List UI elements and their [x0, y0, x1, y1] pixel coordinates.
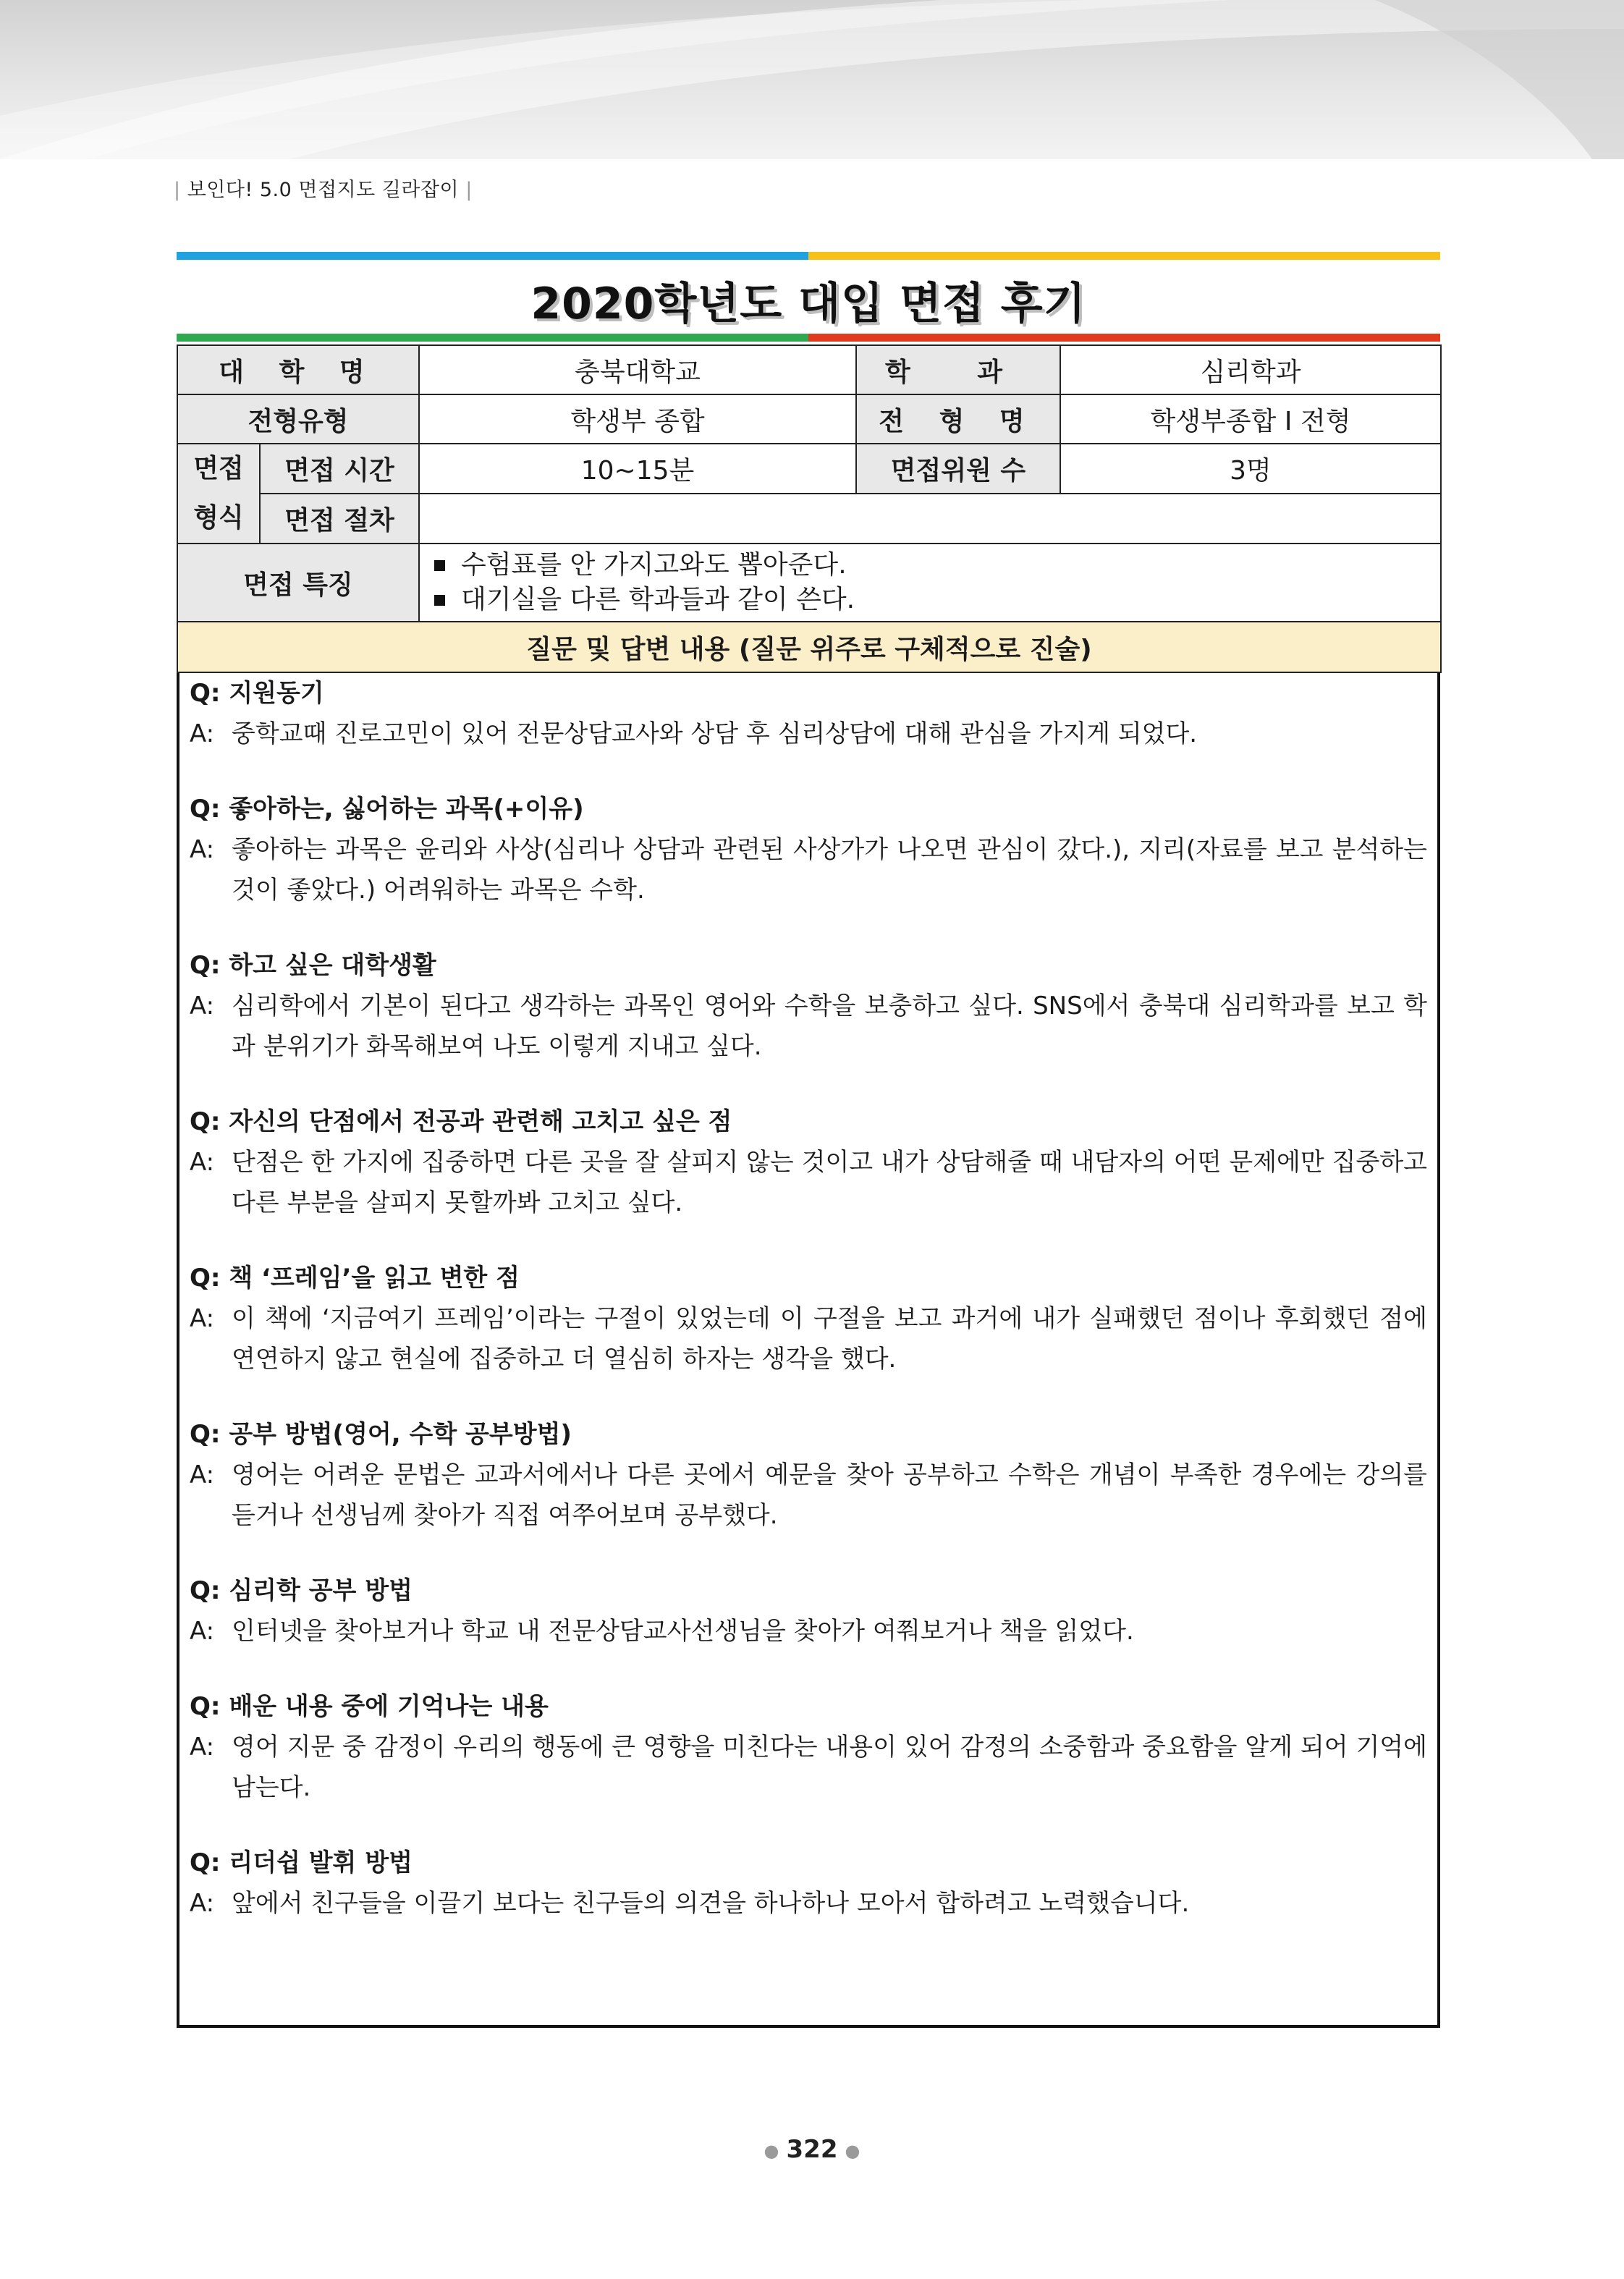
dot-icon: ● — [764, 2140, 779, 2161]
answer — [190, 1611, 1427, 1652]
table-row — [177, 544, 1441, 622]
qa-item — [190, 1843, 1427, 1924]
department-value: 심리학과 — [1060, 345, 1441, 394]
duration-label: 면접 시간 — [260, 444, 419, 494]
feature-item — [430, 583, 1430, 617]
answer-text: 이 책에 ‘지금여기 프레임’이라는 구절이 있었는데 이 구절을 보고 과거에 내가 실패했던 점이나 후회했던 점에 연연하지 않고 현실에 집중하고 더 열심히 하자는 생각을 했다. — [232, 1304, 1427, 1374]
answer-text: 영어는 어려운 문법은 교과서에서나 다른 곳에서 예문을 찾아 공부하고 수학은 개념이 부족한 경우에는 강의를 듣거나 선생님께 찾아가 직접 여쭈어보며 공부했다. — [232, 1460, 1427, 1530]
answer-prefix: A: — [190, 991, 215, 1020]
question: Q: 좋아하는, 싫어하는 과목(+이유) — [190, 795, 584, 824]
answer — [190, 1883, 1427, 1924]
admission-type-label: 전형유형 — [177, 394, 419, 444]
decorative-swoosh — [0, 0, 1624, 159]
page-number — [0, 2135, 1624, 2164]
qa-item — [190, 1570, 1427, 1652]
format-label — [177, 444, 260, 544]
question: Q: 리더쉽 발휘 방법 — [190, 1848, 413, 1877]
answer-prefix: A: — [190, 1889, 215, 1918]
bullet-square-icon — [434, 560, 445, 571]
answer — [190, 1455, 1427, 1536]
answer-prefix: A: — [190, 1733, 215, 1762]
table-row — [177, 622, 1441, 672]
interviewers-label: 면접위원 수 — [856, 444, 1060, 494]
qa-item — [190, 673, 1427, 754]
separator-bar: | — [459, 179, 473, 201]
title-strip-red — [808, 334, 1440, 342]
qa-list — [190, 673, 1427, 1958]
interviewers-value: 3명 — [1060, 444, 1441, 494]
admission-name-label: 전 형 명 — [856, 394, 1060, 444]
question: Q: 공부 방법(영어, 수학 공부방법) — [190, 1420, 572, 1449]
answer-prefix: A: — [190, 1148, 215, 1177]
series-label — [174, 174, 473, 202]
answer-prefix: A: — [190, 1304, 215, 1333]
question: Q: 하고 싶은 대학생활 — [190, 951, 436, 980]
separator-bar: | — [174, 179, 187, 201]
interview-info-table — [177, 344, 1442, 673]
question: Q: 자신의 단점에서 전공과 관련해 고치고 싶은 점 — [190, 1107, 732, 1136]
admission-name-value: 학생부종합 Ⅰ 전형 — [1060, 394, 1441, 444]
bullet-square-icon — [434, 595, 445, 606]
features-label: 면접 특징 — [177, 544, 419, 622]
answer-prefix: A: — [190, 719, 215, 748]
dot-icon: ● — [845, 2140, 860, 2161]
answer — [190, 1727, 1427, 1808]
table-row — [177, 394, 1441, 444]
features-list — [419, 544, 1441, 622]
procedure-label: 면접 절차 — [260, 494, 419, 544]
question: Q: 지원동기 — [190, 679, 324, 708]
admission-type-value: 학생부 종합 — [419, 394, 856, 444]
question: Q: 책 ‘프레임’을 읽고 변한 점 — [190, 1264, 520, 1293]
department-label: 학 과 — [856, 345, 1060, 394]
procedure-value — [419, 494, 1441, 544]
format-label-line-2: 형식 — [193, 503, 244, 533]
answer-text: 앞에서 친구들을 이끌기 보다는 친구들의 의견을 하나하나 모아서 합하려고 노력했습니다. — [232, 1889, 1190, 1918]
feature-item — [430, 548, 1430, 583]
question: Q: 배운 내용 중에 기억나는 내용 — [190, 1692, 549, 1721]
question: Q: 심리학 공부 방법 — [190, 1576, 413, 1605]
feature-text: 수험표를 안 가지고와도 뽑아준다. — [461, 550, 847, 580]
answer — [190, 986, 1427, 1067]
answer-text: 인터넷을 찾아보거나 학교 내 전문상담교사선생님을 찾아가 여쭤보거나 책을 읽었다. — [232, 1617, 1134, 1646]
qa-item — [190, 1414, 1427, 1536]
answer — [190, 714, 1427, 754]
answer-prefix: A: — [190, 1617, 215, 1646]
answer — [190, 1298, 1427, 1379]
feature-text: 대기실을 다른 학과들과 같이 쓴다. — [461, 585, 855, 614]
qa-item — [190, 789, 1427, 910]
top-strip-blue — [177, 252, 808, 260]
series-label-text: 보인다! 5.0 면접지도 길라잡이 — [187, 179, 460, 201]
answer-text: 심리학에서 기본이 된다고 생각하는 과목인 영어와 수학을 보충하고 싶다. SNS에서 충북대 심리학과를 보고 학과 분위기가 화목해보여 나도 이렇게 지내고 싶다. — [232, 991, 1427, 1061]
answer-prefix: A: — [190, 835, 215, 864]
answer — [190, 1142, 1427, 1223]
answer-text: 좋아하는 과목은 윤리와 사상(심리나 상담과 관련된 사상가가 나오면 관심이 갔다.), 지리(자료를 보고 분석하는 것이 좋았다.) 어려워하는 과목은 수학. — [232, 835, 1427, 905]
answer-text: 중학교때 진로고민이 있어 전문상담교사와 상담 후 심리상담에 대해 관심을 가지게 되었다. — [232, 719, 1198, 748]
duration-value: 10~15분 — [419, 444, 856, 494]
table-row — [177, 345, 1441, 394]
answer — [190, 829, 1427, 910]
answer-prefix: A: — [190, 1460, 215, 1489]
page-number-text: 322 — [786, 2135, 838, 2164]
table-row — [177, 494, 1441, 544]
answer-text: 단점은 한 가지에 집중하면 다른 곳을 잘 살피지 않는 것이고 내가 상담해줄 때 내담자의 어떤 문제에만 집중하고 다른 부분을 살피지 못할까봐 고치고 싶다. — [232, 1148, 1427, 1217]
top-strip-yellow — [808, 252, 1440, 260]
university-label: 대 학 명 — [177, 345, 419, 394]
qa-section-header: 질문 및 답변 내용 (질문 위주로 구체적으로 진술) — [177, 622, 1441, 672]
title-strip-green — [177, 334, 808, 342]
qa-item — [190, 945, 1427, 1067]
qa-item — [190, 1258, 1427, 1379]
qa-item — [190, 1102, 1427, 1223]
answer-text: 영어 지문 중 감정이 우리의 행동에 큰 영향을 미친다는 내용이 있어 감정의 소중함과 중요함을 알게 되어 기억에 남는다. — [232, 1733, 1427, 1802]
qa-item — [190, 1686, 1427, 1808]
decorative-header-band — [0, 0, 1624, 159]
format-label-line-1: 면접 — [193, 454, 244, 483]
page-title: 2020학년도 대입 면접 후기 — [530, 279, 1086, 329]
table-row — [177, 444, 1441, 494]
university-value: 충북대학교 — [419, 345, 856, 394]
